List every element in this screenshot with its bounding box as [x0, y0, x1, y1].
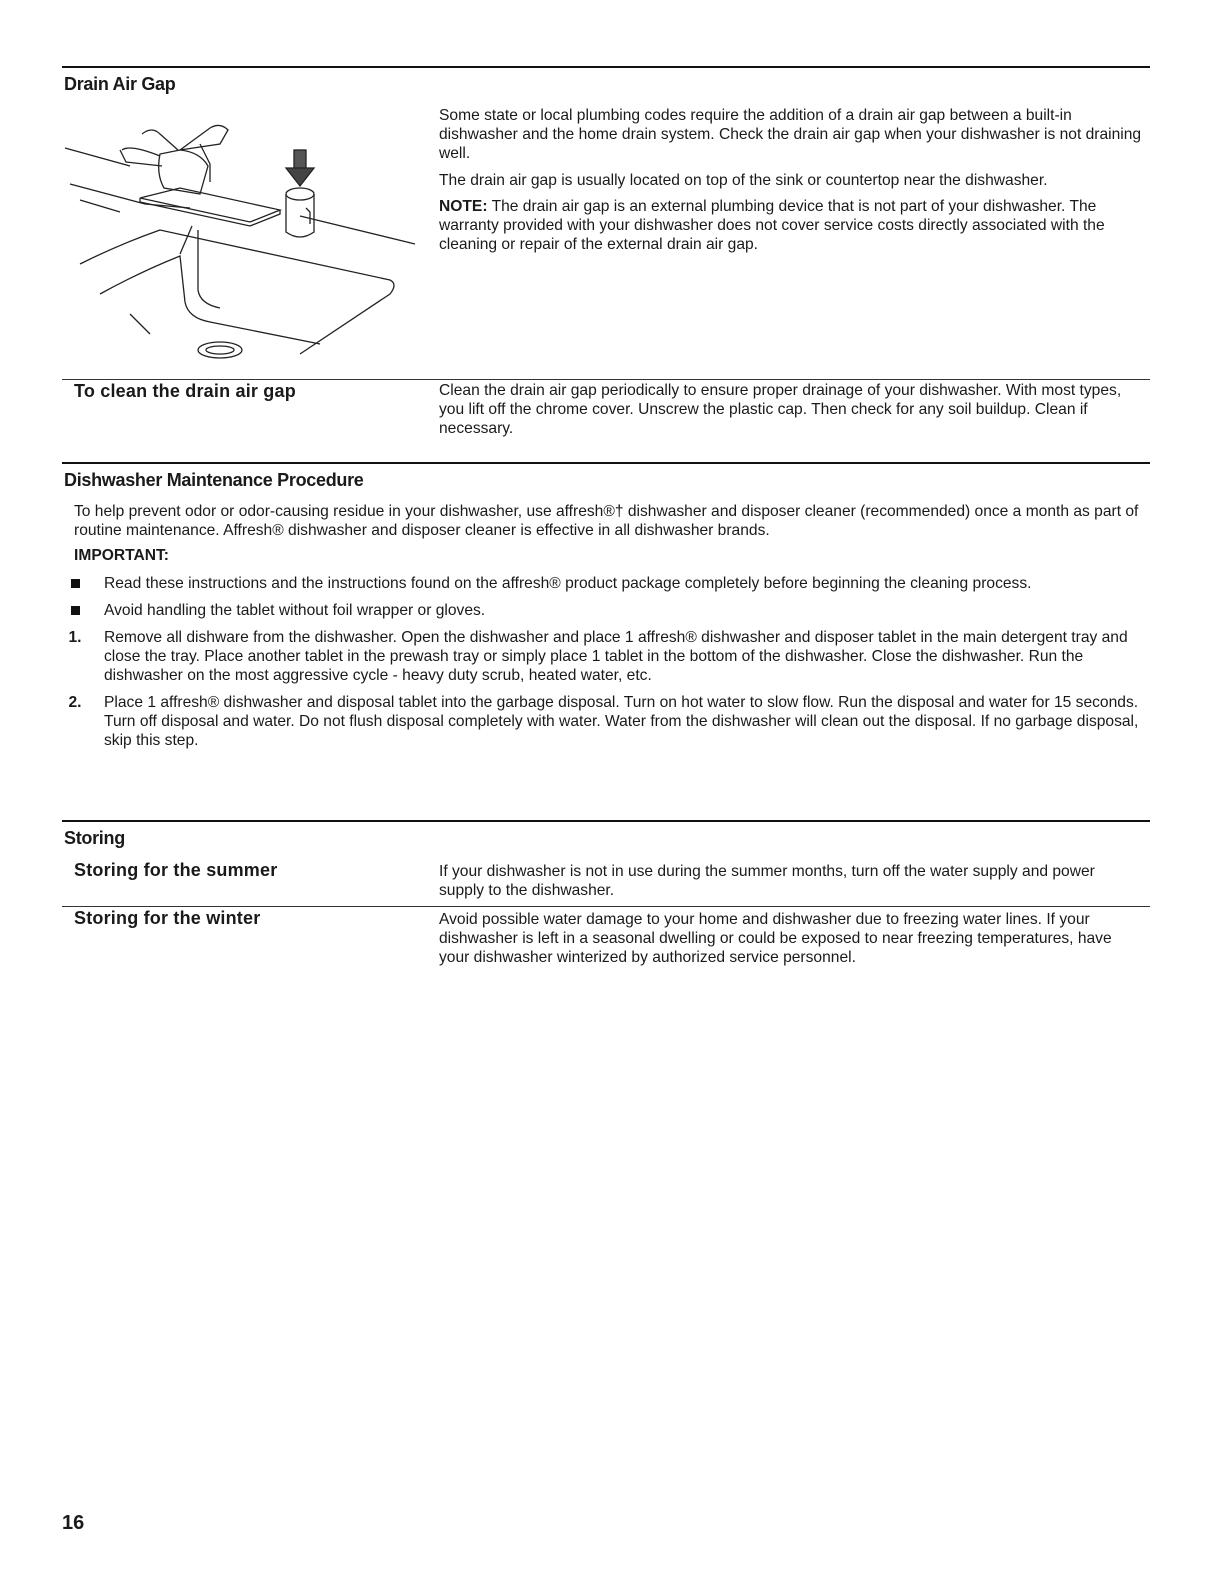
drain-air-gap-paragraph-2: The drain air gap is usually located on top of the sink or countertop near the dishwasher.	[439, 172, 1048, 189]
step-number: 1.	[68, 629, 82, 646]
page-number: 16	[62, 1512, 85, 1534]
maintenance-list	[60, 574, 1145, 758]
maintenance-heading: Dishwasher Maintenance Procedure	[64, 470, 364, 490]
important-label: IMPORTANT:	[74, 547, 169, 564]
drain-air-gap-paragraph-1: Some state or local plumbing codes require the addition of a drain air gap between a built-in dishwasher and the home drain system. Check the drain air gap when your dishwasher is not draining well.	[439, 107, 1142, 162]
section-divider	[62, 462, 1150, 464]
list-item	[60, 628, 1145, 685]
storing-summer-heading: Storing for the summer	[74, 860, 278, 880]
bullet-icon	[60, 574, 90, 593]
clean-divider	[62, 379, 1150, 380]
list-item	[60, 574, 1145, 593]
storing-winter-text: Avoid possible water damage to your home and dishwasher due to freezing water lines. If your dishwasher is left in a seasonal dwelling or could be exposed to near freezing temperatures, have your dishwasher winterized by authorized service personnel.	[439, 911, 1112, 966]
storing-summer-text: If your dishwasher is not in use during the summer months, turn off the water supply and power supply to the dishwasher.	[439, 863, 1095, 899]
maintenance-intro: To help prevent odor or odor-causing residue in your dishwasher, use affresh®† dishwasher and disposer cleaner (recommended) once a month as part of routine maintenance. Affresh® dishwasher and disposer cleaner is effective in all dishwasher brands.	[74, 503, 1139, 539]
step-number: 2.	[68, 694, 82, 711]
storing-divider	[62, 906, 1150, 907]
bullet-icon	[60, 601, 90, 620]
section-divider	[62, 66, 1150, 68]
note-label: NOTE:	[439, 198, 488, 215]
clean-drain-air-gap-text: Clean the drain air gap periodically to ensure proper drainage of your dishwasher. With most types, you lift off the chrome cover. Unscrew the plastic cap. Then check for any soil buildup. Clean if necessary.	[439, 382, 1122, 437]
bullet-text: Avoid handling the tablet without foil wrapper or gloves.	[104, 602, 486, 619]
step-text: Place 1 affresh® dishwasher and disposal tablet into the garbage disposal. Turn on hot water to slow flow. Run the disposal and water for 15 seconds. Turn off disposal and water. Do not flush disposal completely with water. Water from the dishwasher will clean out the disposal. If no garbage disposal, skip this step.	[104, 694, 1139, 749]
list-item	[60, 693, 1145, 750]
section-divider	[62, 820, 1150, 822]
bullet-text: Read these instructions and the instructions found on the affresh® product package completely before beginning the cleaning process.	[104, 575, 1032, 592]
drain-air-gap-illustration	[60, 104, 420, 372]
note-text: The drain air gap is an external plumbing device that is not part of your dishwasher. The warranty provided with your dishwasher does not cover service costs directly associated with the cleaning or repair of the external drain air gap.	[439, 198, 1105, 253]
drain-air-gap-heading: Drain Air Gap	[64, 74, 176, 94]
list-item	[60, 601, 1145, 620]
drain-air-gap-note	[439, 197, 1144, 254]
clean-drain-air-gap-heading: To clean the drain air gap	[74, 381, 296, 401]
storing-heading: Storing	[64, 828, 125, 848]
step-text: Remove all dishware from the dishwasher. Open the dishwasher and place 1 affresh® dishwasher and disposer tablet in the main detergent tray and close the tray. Place another tablet in the prewash tray or simply place 1 tablet in the bottom of the dishwasher. Close the dishwasher. Run the dishwasher on the most aggressive cycle - heavy duty scrub, heated water, etc.	[104, 629, 1128, 684]
storing-winter-heading: Storing for the winter	[74, 908, 261, 928]
